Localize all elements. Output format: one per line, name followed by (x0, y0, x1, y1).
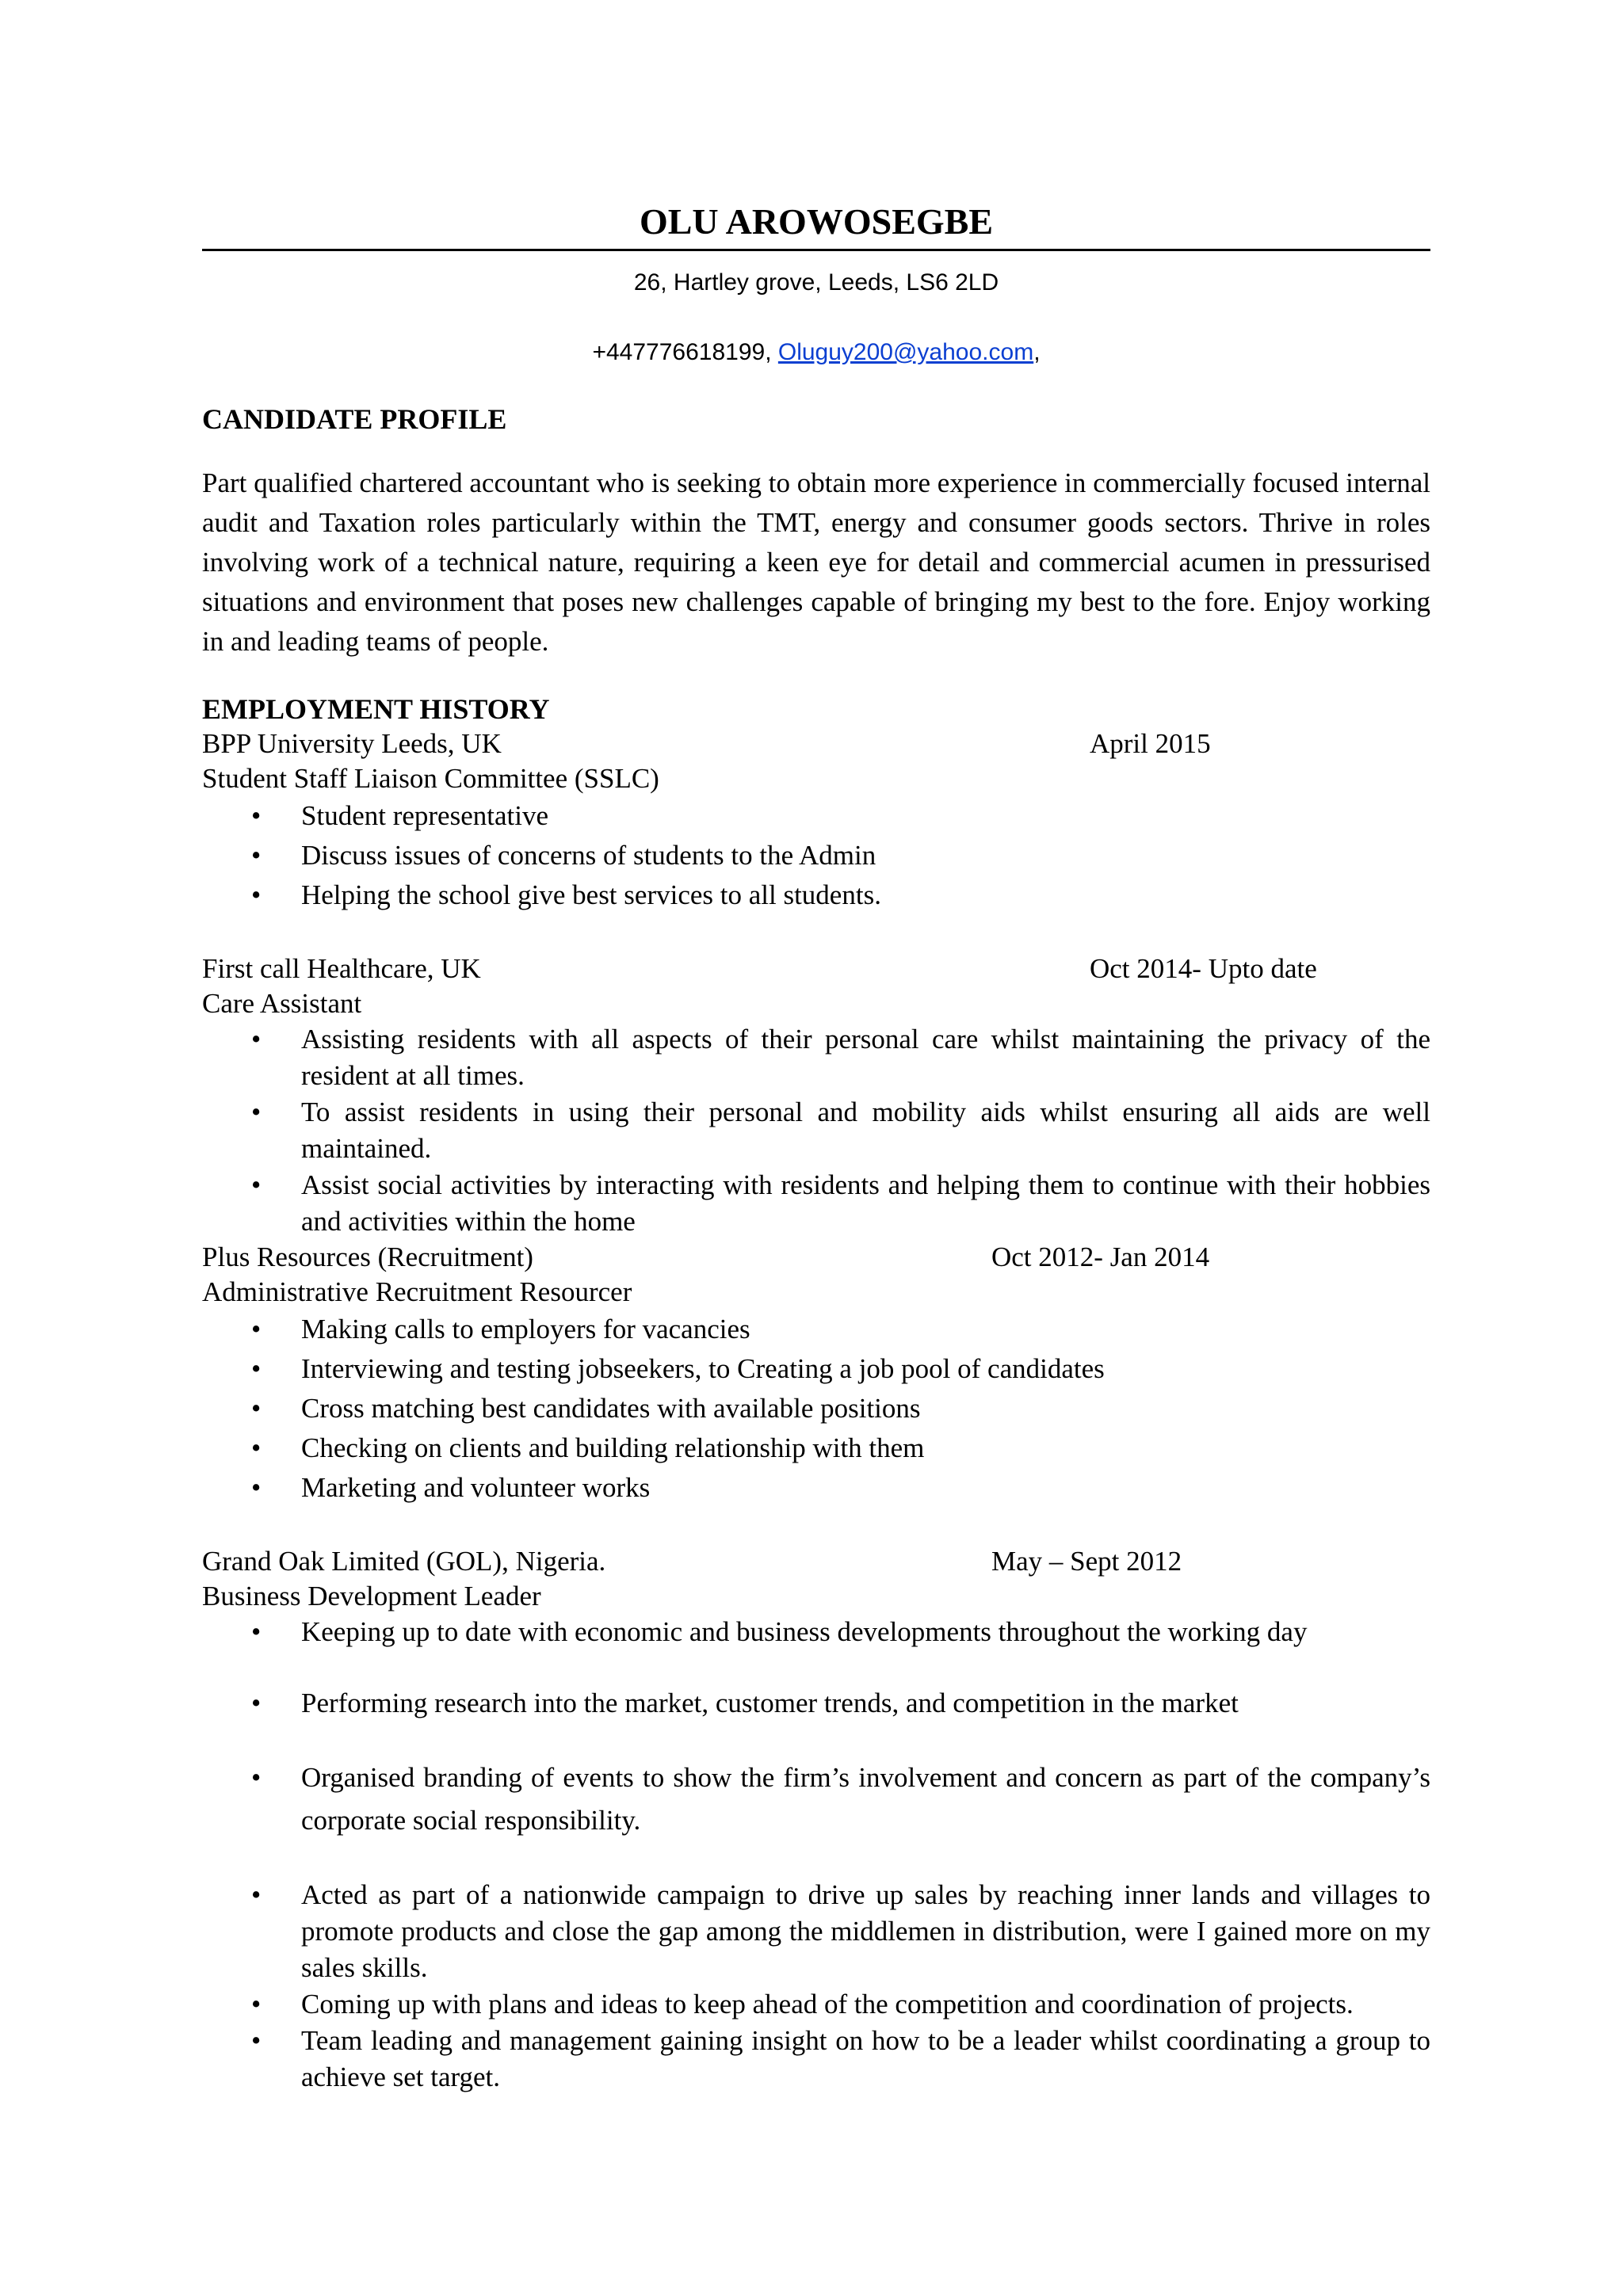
job-date: April 2015 (1090, 728, 1211, 759)
duty-list (202, 1310, 1430, 1508)
job-header (202, 1544, 1430, 1579)
job-role: Care Assistant (202, 988, 362, 1019)
job-header (202, 1240, 1430, 1275)
duty-item: • Making calls to employers for vacancies (202, 1310, 1430, 1349)
employment-heading: EMPLOYMENT HISTORY (202, 693, 550, 725)
duty-item: • Cross matching best candidates with available positions (202, 1389, 1430, 1428)
duty-list (202, 1021, 1430, 1240)
duty-item: • Interviewing and testing jobseekers, to Creating a job pool of candidates (202, 1349, 1430, 1389)
job-company: Plus Resources (Recruitment) (202, 1241, 533, 1272)
job-header (202, 952, 1430, 986)
duty-item: • Helping the school give best services to all students. (202, 875, 1430, 915)
duty-item: • Assist social activities by interacting with residents and helping them to continue with their hobbies and activities within the home (202, 1167, 1430, 1240)
email-link[interactable]: Oluguy200@yahoo.com (777, 339, 1034, 365)
job-role: Administrative Recruitment Resourcer (202, 1276, 632, 1307)
profile-heading: CANDIDATE PROFILE (202, 403, 507, 435)
duty-item: • Keeping up to date with economic and business developments throughout the working day (202, 1614, 1430, 1650)
duty-item: • Assisting residents with all aspects of their personal care whilst maintaining the privacy of the resident at all times. (202, 1021, 1430, 1094)
resume-content (202, 198, 1430, 2096)
job-role: Student Staff Liaison Committee (SSLC) (202, 763, 659, 794)
profile-text: Part qualified chartered accountant who is seeking to obtain more experience in commercially focused internal audit and Taxation roles particularly within the TMT, energy and consumer goods sectors. Thrive in roles involving work of a technical nature, requiring a keen eye for detail and commercial acumen in pressurised situations and environment that poses new challenges capable of bringing my best to the fore. Enjoy working in and leading teams of people. (202, 467, 1430, 657)
job-date: Oct 2012- Jan 2014 (991, 1241, 1210, 1272)
job-company: First call Healthcare, UK (202, 953, 481, 984)
duty-item: • Acted as part of a nationwide campaign to drive up sales by reaching inner lands and villages to promote products and close the gap among the middlemen in distribution, were I gained more on my sales skills. (202, 1877, 1430, 1986)
job-date: Oct 2014- Upto date (1090, 953, 1317, 984)
phone-number: +447776618199, (592, 339, 778, 365)
job-entry (202, 727, 1430, 915)
job-entry (202, 952, 1430, 1240)
duty-item: • Performing research into the market, customer trends, and competition in the market (202, 1685, 1430, 1722)
duty-item: • Checking on clients and building relationship with them (202, 1428, 1430, 1468)
duty-item: • Organised branding of events to show the firm’s involvement and concern as part of the company’s corporate social responsibility. (202, 1756, 1430, 1842)
duty-item: • Discuss issues of concerns of students to the Admin (202, 836, 1430, 875)
duty-item: • Coming up with plans and ideas to keep ahead of the competition and coordination of projects. (202, 1986, 1430, 2023)
duty-list (202, 796, 1430, 915)
duty-list (202, 1614, 1430, 2096)
job-entry (202, 1240, 1430, 1508)
contact-suffix: , (1033, 339, 1041, 365)
contact-line (202, 337, 1430, 368)
job-header (202, 727, 1430, 761)
duty-item: • Student representative (202, 796, 1430, 836)
duty-item: • To assist residents in using their personal and mobility aids whilst ensuring all aids are well maintained. (202, 1094, 1430, 1167)
duty-item: • Marketing and volunteer works (202, 1468, 1430, 1508)
job-date: May – Sept 2012 (991, 1546, 1182, 1577)
job-entry (202, 1544, 1430, 2096)
job-role: Business Development Leader (202, 1581, 541, 1611)
candidate-name: OLU AROWOSEGBE (202, 198, 1430, 251)
job-company: BPP University Leeds, UK (202, 728, 502, 759)
address-line: 26, Hartley grove, Leeds, LS6 2LD (633, 269, 999, 296)
job-company: Grand Oak Limited (GOL), Nigeria. (202, 1546, 606, 1577)
duty-item: • Team leading and management gaining insight on how to be a leader whilst coordinating a group to achieve set target. (202, 2023, 1430, 2096)
